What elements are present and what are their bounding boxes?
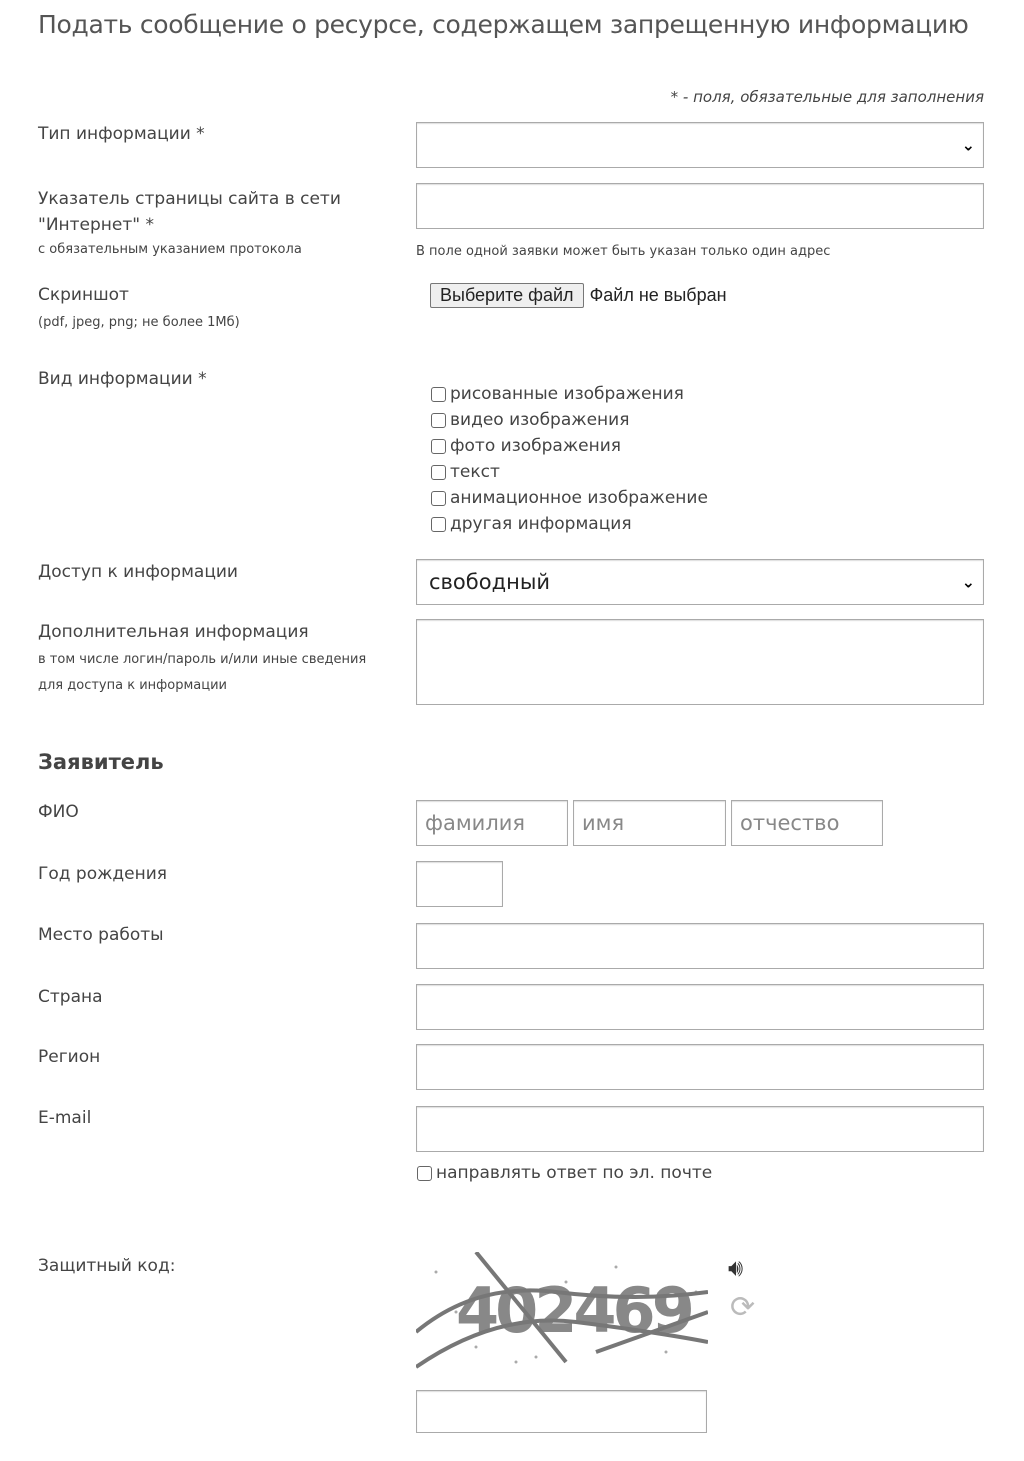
- info-type-select[interactable]: [416, 122, 984, 168]
- captcha-input[interactable]: [416, 1390, 707, 1433]
- email-input[interactable]: [416, 1106, 984, 1152]
- svg-text:402469: 402469: [456, 1274, 691, 1347]
- required-note: * - поля, обязательные для заполнения: [670, 88, 984, 106]
- work-input[interactable]: [416, 923, 984, 969]
- url-input[interactable]: [416, 183, 984, 229]
- access-select[interactable]: свободный ⌄: [416, 559, 984, 605]
- url-sublabel: с обязательным указанием протокола: [38, 242, 302, 257]
- captcha-image: [416, 1252, 708, 1370]
- checkbox-text[interactable]: текст: [431, 459, 708, 485]
- captcha-label: Защитный код:: [38, 1256, 176, 1276]
- screenshot-sublabel: (pdf, jpeg, png; не более 1Мб): [38, 315, 240, 330]
- url-hint: В поле одной заявки может быть указан только один адрес: [416, 244, 831, 259]
- checkbox-photo[interactable]: фото изображения: [431, 433, 708, 459]
- info-kind-label: Вид информации *: [38, 369, 207, 389]
- audio-icon[interactable]: 🔊︎: [728, 1254, 744, 1282]
- url-label: Указатель страницы сайта в сети "Интернет" *: [38, 189, 341, 235]
- region-label: Регион: [38, 1047, 101, 1067]
- chevron-down-icon: ⌄: [961, 572, 975, 592]
- work-label: Место работы: [38, 925, 164, 945]
- extra-label: Дополнительная информация: [38, 622, 309, 642]
- checkbox-other[interactable]: другая информация: [431, 511, 708, 537]
- surname-input[interactable]: фамилия: [416, 800, 568, 846]
- country-input[interactable]: [416, 984, 984, 1030]
- checkbox-animation[interactable]: анимационное изображение: [431, 485, 708, 511]
- access-label: Доступ к информации: [38, 562, 238, 582]
- refresh-icon[interactable]: ⟳: [730, 1290, 756, 1325]
- region-input[interactable]: [416, 1044, 984, 1090]
- extra-textarea[interactable]: [416, 619, 984, 705]
- info-kind-checkboxes: [431, 381, 708, 537]
- checkbox-video[interactable]: видео изображения: [431, 407, 708, 433]
- patronymic-input[interactable]: отчество: [731, 800, 883, 846]
- info-type-label: Тип информации *: [38, 124, 205, 144]
- file-status: Файл не выбран: [589, 285, 727, 305]
- name-input[interactable]: имя: [573, 800, 726, 846]
- birth-year-label: Год рождения: [38, 864, 168, 884]
- country-label: Страна: [38, 987, 103, 1007]
- extra-sublabel-2: для доступа к информации: [38, 678, 227, 693]
- chevron-down-icon: ⌄: [961, 135, 975, 155]
- birth-year-input[interactable]: [416, 861, 503, 907]
- checkbox-drawn[interactable]: рисованные изображения: [431, 381, 708, 407]
- fio-label: ФИО: [38, 802, 79, 822]
- screenshot-label: Скриншот: [38, 285, 129, 305]
- extra-sublabel-1: в том числе логин/пароль и/или иные сведения: [38, 652, 367, 667]
- choose-file-button[interactable]: Выберите файл: [430, 283, 584, 308]
- email-label: E-mail: [38, 1108, 92, 1128]
- applicant-heading: Заявитель: [38, 750, 164, 774]
- reply-by-email-checkbox[interactable]: направлять ответ по эл. почте: [417, 1160, 712, 1186]
- page-title: Подать сообщение о ресурсе, содержащем запрещенную информацию: [38, 10, 969, 39]
